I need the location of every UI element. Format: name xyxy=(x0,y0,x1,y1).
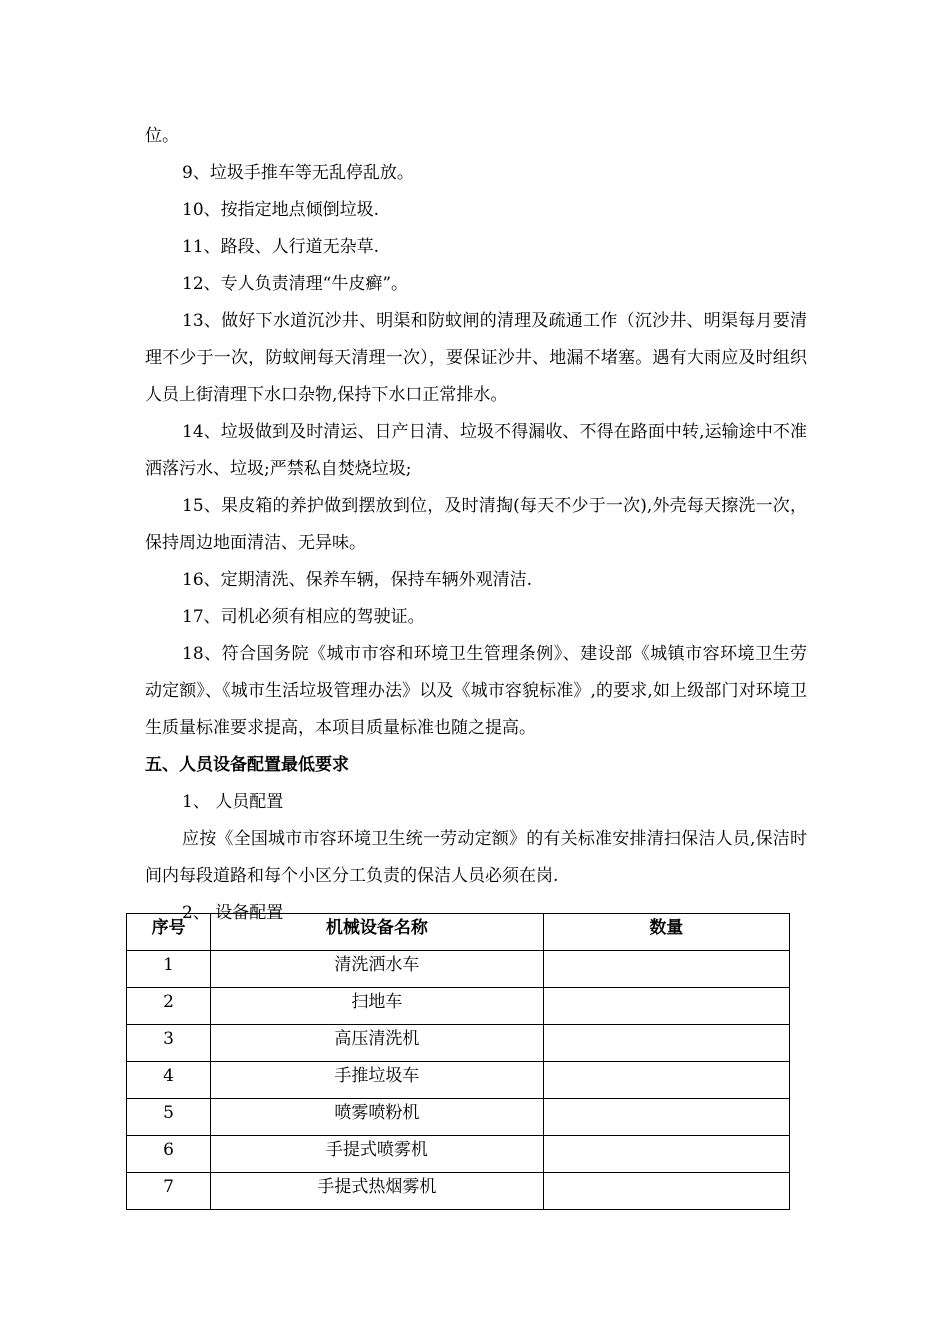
cell-equipment-name: 扫地车 xyxy=(211,988,544,1025)
table-row xyxy=(127,988,790,1025)
cell-number: 5 xyxy=(127,1099,211,1136)
table-row xyxy=(127,1173,790,1210)
item-14: 14、垃圾做到及时清运、日产日清、垃圾不得漏收、不得在路面中转,运输途中不准洒落污水、垃圾;严禁私自焚烧垃圾; xyxy=(145,422,807,479)
cell-number: 2 xyxy=(127,988,211,1025)
cell-quantity xyxy=(543,1062,789,1099)
table-row xyxy=(127,1025,790,1062)
cell-number: 1 xyxy=(127,951,211,988)
cell-quantity xyxy=(543,988,789,1025)
item-13: 13、做好下水道沉沙井、明渠和防蚊闸的清理及疏通工作（沉沙井、明渠每月要清理不少于一次，防蚊闸每天清理一次），要保证沙井、地漏不堵塞。遇有大雨应及时组织人员上街清理下水口杂物,保持下水口正常排水。 xyxy=(145,311,807,405)
table-row xyxy=(127,1062,790,1099)
item-17: 17、司机必须有相应的驾驶证。 xyxy=(182,607,425,627)
staff-config-heading: 1、 人员配置 xyxy=(182,792,284,812)
table-row xyxy=(127,1099,790,1136)
document-body xyxy=(145,118,807,932)
cell-equipment-name: 清洗洒水车 xyxy=(211,951,544,988)
cell-equipment-name: 手提式喷雾机 xyxy=(211,1136,544,1173)
cell-quantity xyxy=(543,1025,789,1062)
cell-equipment-name: 手提式热烟雾机 xyxy=(211,1173,544,1210)
equipment-table xyxy=(126,913,790,1210)
cell-number: 7 xyxy=(127,1173,211,1210)
cell-quantity xyxy=(543,1099,789,1136)
paragraph-continuation: 位。 xyxy=(145,126,179,146)
header-equipment-name: 机械设备名称 xyxy=(211,914,544,951)
section-heading: 五、人员设备配置最低要求 xyxy=(145,755,349,775)
item-9: 9、垃圾手推车等无乱停乱放。 xyxy=(182,163,414,183)
item-18: 18、符合国务院《城市市容和环境卫生管理条例》、建设部《城镇市容环境卫生劳动定额》、《城市生活垃圾管理办法》以及《城市容貌标准》,的要求,如上级部门对环境卫生质量标准要求提高，本项目质量标准也随之提高。 xyxy=(145,644,807,738)
header-number: 序号 xyxy=(127,914,211,951)
item-11: 11、路段、人行道无杂草. xyxy=(182,237,380,257)
cell-equipment-name: 高压清洗机 xyxy=(211,1025,544,1062)
cell-quantity xyxy=(543,1173,789,1210)
item-15: 15、果皮箱的养护做到摆放到位，及时清掏(每天不少于一次),外壳每天擦洗一次，保持周边地面清洁、无异味。 xyxy=(145,496,807,553)
cell-number: 3 xyxy=(127,1025,211,1062)
cell-number: 6 xyxy=(127,1136,211,1173)
cell-equipment-name: 手推垃圾车 xyxy=(211,1062,544,1099)
cell-equipment-name: 喷雾喷粉机 xyxy=(211,1099,544,1136)
item-10: 10、按指定地点倾倒垃圾. xyxy=(182,200,380,220)
item-16: 16、定期清洗、保养车辆，保持车辆外观清洁. xyxy=(182,570,533,590)
staff-config-text: 应按《全国城市市容环境卫生统一劳动定额》的有关标准安排清扫保洁人员,保洁时间内每段道路和每个小区分工负责的保洁人员必须在岗. xyxy=(145,829,807,886)
cell-number: 4 xyxy=(127,1062,211,1099)
cell-quantity xyxy=(543,1136,789,1173)
header-quantity: 数量 xyxy=(543,914,789,951)
table-row xyxy=(127,951,790,988)
equipment-config-heading: 2、 设备配置 xyxy=(182,903,284,923)
table-row xyxy=(127,1136,790,1173)
table-header-row xyxy=(127,914,790,951)
cell-quantity xyxy=(543,951,789,988)
item-12: 12、专人负责清理“牛皮癣”。 xyxy=(182,274,409,294)
